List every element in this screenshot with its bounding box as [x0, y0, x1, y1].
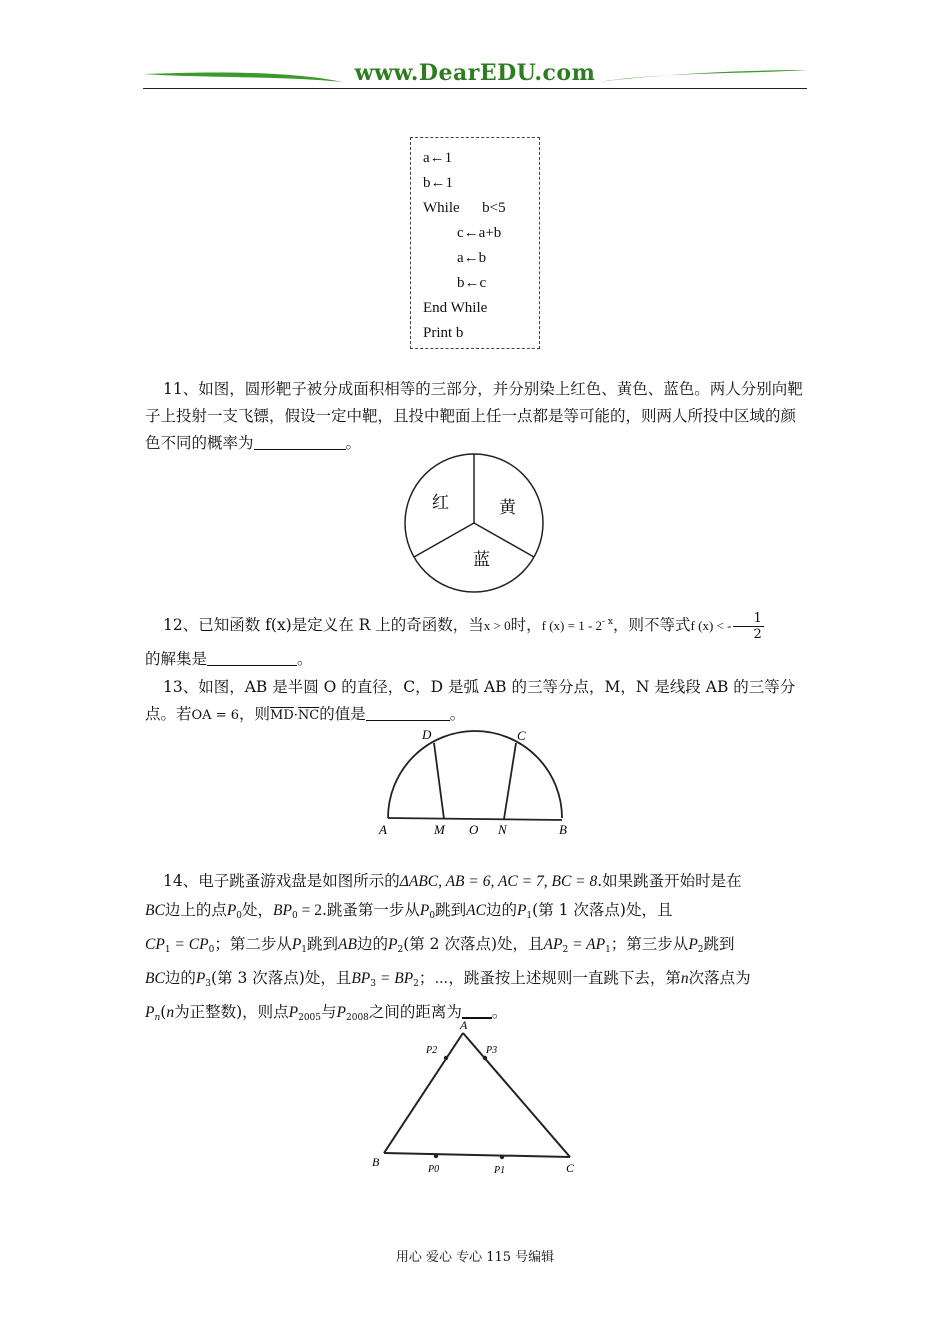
question-13	[145, 674, 807, 729]
pseudocode-box	[410, 137, 540, 349]
math-subscript: 1	[164, 945, 171, 955]
math-point: P	[336, 1004, 346, 1021]
question-text: .跳蚤第一步从	[321, 901, 420, 919]
question-text: 跳到	[307, 935, 339, 953]
answer-blank	[207, 647, 297, 666]
math-point: P	[291, 936, 302, 953]
punctuation: 。	[491, 1003, 508, 1021]
question-text: 跳到	[435, 901, 467, 919]
question-text: 如图，圆形靶子被分成面积相等的三部分，并分别染上红色、黄色、蓝色。两人分别向靶子上投射一支飞镖，假设一定中靶，且投中靶面上任一点都是等可能的，则两人所投中区域的颜色不同的概率为	[145, 380, 803, 452]
point-p3-label: P3	[486, 1045, 498, 1056]
math-subscript: 2	[697, 945, 704, 955]
question-text: ；第三步从	[610, 935, 689, 953]
math-subscript: 2005	[298, 1013, 322, 1023]
question-text: ；⋯，跳蚤按上述规则一直跳下去，第	[418, 969, 681, 987]
question-text: 电子跳蚤游戏盘是如图所示的	[198, 872, 400, 890]
point-o-label: O	[469, 822, 479, 837]
target-circle-figure	[402, 452, 546, 594]
question-text: 次落点为	[688, 969, 751, 987]
question-text: (第 3 次落点)处，且	[211, 969, 352, 987]
point-p2-label: P2	[426, 1045, 438, 1056]
question-number: 13、	[163, 678, 199, 696]
red-region-label: 红	[432, 493, 449, 512]
question-14	[145, 867, 807, 1032]
math-function: f (x) = 1 - 2	[541, 618, 603, 634]
math-subscript: 0	[291, 911, 298, 921]
code-line: End While	[423, 300, 488, 316]
math-seg: BC	[145, 970, 165, 987]
math-seg: AB	[338, 936, 357, 953]
math-subscript: 0	[208, 945, 215, 955]
math-point: P	[145, 1004, 155, 1021]
math-subscript: 2	[562, 945, 569, 955]
math-exponent: - x	[602, 617, 614, 627]
math-subscript: 2	[413, 979, 419, 989]
dot-operator: ·	[293, 708, 298, 723]
math-seg: = BP	[376, 970, 414, 987]
math-triangle-sides: ΔABC, AB = 6, AC = 7, BC = 8	[399, 873, 598, 890]
punctuation: 。	[449, 705, 466, 723]
point-c-label: C	[517, 728, 526, 743]
question-text: 时，	[510, 616, 542, 635]
point-n-label: N	[498, 822, 507, 837]
question-12	[145, 608, 807, 673]
vector-nc: $\overline{NC}$	[297, 708, 320, 723]
math-condition: x > 0	[483, 618, 511, 634]
semicircle-figure	[375, 722, 580, 844]
math-given: OA = 6	[191, 708, 239, 723]
math-point: P	[288, 1004, 299, 1021]
math-var: n	[166, 1004, 175, 1021]
point-a-label: A	[379, 822, 387, 837]
question-text: 处，	[242, 901, 274, 919]
math-subscript: 3	[205, 979, 212, 989]
math-seg: = AP	[568, 936, 606, 953]
answer-blank	[254, 431, 346, 450]
question-11	[145, 376, 807, 457]
math-subscript: 2008	[346, 1013, 369, 1023]
header-divider	[143, 88, 807, 89]
math-seg: BC	[145, 902, 165, 919]
math-subscript: 1	[301, 945, 308, 955]
question-text: ，则	[239, 705, 271, 723]
question-text: 跳到	[703, 935, 735, 953]
math-point: P	[226, 902, 237, 919]
point-m-label: M	[434, 822, 445, 837]
question-number: 14、	[163, 872, 199, 890]
point-p1-label: P1	[494, 1165, 506, 1176]
question-text: 边的	[356, 935, 388, 953]
page-header	[143, 58, 807, 92]
answer-blank	[366, 702, 450, 721]
punctuation: 。	[297, 649, 313, 668]
code-line: c←a+b	[457, 225, 502, 241]
blue-region-label: 蓝	[473, 550, 490, 569]
math-seg: AC	[466, 902, 486, 919]
math-inequality: f (x) < -	[690, 618, 732, 634]
math-point: P	[688, 936, 698, 953]
question-text: (第 2 次落点)处，且	[403, 935, 544, 953]
math-value: = 2	[297, 902, 322, 919]
math-subscript: 0	[236, 911, 243, 921]
code-line: While b<5	[423, 200, 506, 216]
math-point: P	[419, 902, 430, 919]
vector-md: $\overline{MD}$	[270, 708, 294, 723]
question-text: 之间的距离为	[368, 1003, 462, 1021]
vertex-b-label: B	[372, 1155, 380, 1169]
question-text: ，则不等式	[613, 616, 691, 635]
question-text: 已知函数 f(x)是定义在 R 上的奇函数，当	[198, 616, 484, 635]
question-text: 的值是	[319, 705, 366, 723]
code-line: Print b	[423, 325, 464, 341]
code-line: a←1	[423, 150, 453, 166]
punctuation: 。	[345, 434, 362, 452]
question-text: 边上的点	[164, 901, 227, 919]
vertex-a-label: A	[460, 1018, 468, 1032]
triangle-figure	[370, 1016, 585, 1181]
math-subscript: 2	[397, 945, 404, 955]
fraction-denominator: 2	[753, 626, 762, 642]
question-text: (	[160, 1003, 167, 1021]
question-text: 为正整数)，则点	[174, 1003, 289, 1021]
math-seg: AP	[543, 936, 563, 953]
question-text: 与	[321, 1003, 337, 1021]
question-text: 边的	[485, 901, 517, 919]
question-text: .如果跳蚤开始时是在	[597, 872, 742, 890]
yellow-region-label: 黄	[499, 498, 516, 517]
math-var: n	[680, 970, 689, 987]
math-seg: CP	[145, 936, 165, 953]
point-b-label: B	[559, 822, 567, 837]
math-seg: BP	[273, 902, 292, 919]
math-seg: = CP	[170, 936, 209, 953]
math-seg: BP	[351, 970, 371, 987]
fraction-one-half	[733, 611, 763, 642]
question-text: 的解集是	[145, 649, 208, 668]
question-number: 11、	[163, 380, 199, 398]
code-line: a←b	[457, 250, 487, 266]
math-subscript: n	[154, 1013, 161, 1023]
code-line: b←c	[457, 275, 487, 291]
question-number: 12、	[163, 616, 199, 635]
question-text: (第 1 次落点)处，且	[532, 901, 673, 919]
math-subscript: 1	[605, 945, 611, 955]
math-point: P	[195, 970, 206, 987]
point-p0-label: P0	[428, 1164, 440, 1175]
vertex-c-label: C	[566, 1161, 575, 1175]
point-d-label: D	[422, 727, 432, 742]
question-text: ；第二步从	[214, 935, 292, 953]
math-subscript: 0	[429, 911, 436, 921]
math-subscript: 1	[526, 911, 533, 921]
code-line: b←1	[423, 175, 453, 191]
question-text: 如图，AB 是半圆 O 的直径，C，D 是弧 AB 的三等分点，M，N 是线段 AB 的三等分点。若	[145, 678, 796, 723]
question-text: 边的	[164, 969, 196, 987]
math-point: P	[516, 902, 527, 919]
math-subscript: 3	[370, 979, 377, 989]
site-logo-text: www.DearEDU.com	[354, 60, 596, 86]
math-point: P	[388, 936, 398, 953]
fraction-numerator: 1	[733, 611, 763, 627]
page-footer: 用心 爱心 专心 115 号编辑	[395, 1250, 555, 1265]
